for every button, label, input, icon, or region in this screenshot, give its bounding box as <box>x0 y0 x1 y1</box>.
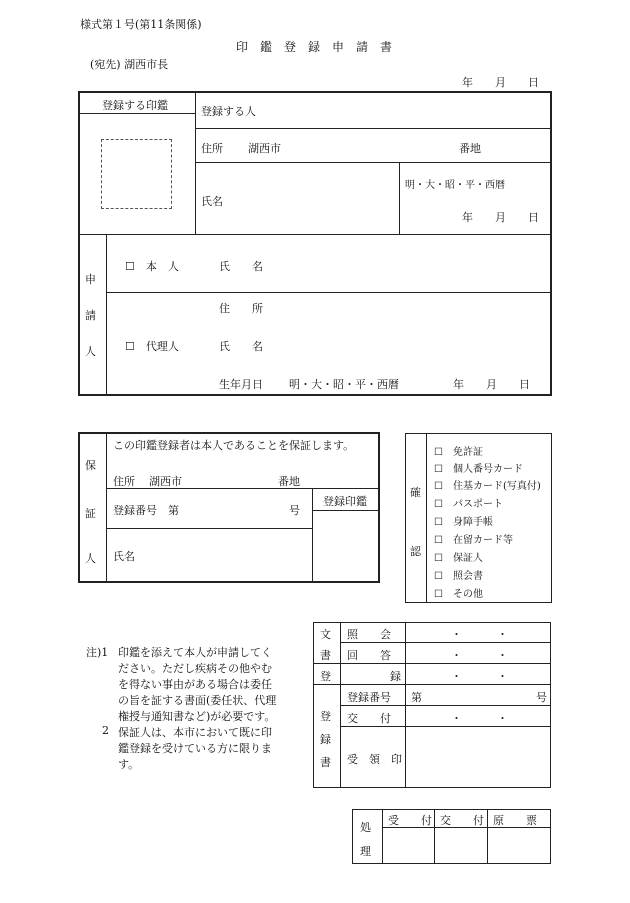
seal-placeholder[interactable] <box>101 139 172 209</box>
confirmation-label-2: 認 <box>410 545 421 558</box>
date-dot: ・ <box>497 649 508 662</box>
confirm-item-passport[interactable]: ☐ パスポート <box>434 499 503 510</box>
note-1-line-3: を得ない事由がある場合は委任 <box>118 678 272 691</box>
guarantor-reg-no-label: 登録番号 第 <box>113 504 179 517</box>
shokai-label: 照 会 <box>347 628 391 641</box>
processing-col-kofu: 交 付 <box>440 814 484 827</box>
confirmation-label-1: 確 <box>410 486 421 499</box>
agent-option-checkbox[interactable]: ☐ 代理人 <box>125 340 179 353</box>
processing-label-2: 理 <box>360 845 371 858</box>
person-label: 登録する人 <box>201 105 256 118</box>
confirm-item-mynumber[interactable]: ☐ 個人番号カード <box>434 464 523 475</box>
addressee: (宛先) 湖西市長 <box>90 58 169 71</box>
office-reg-no-suffix: 号 <box>536 691 547 704</box>
application-date: 年 月 日 <box>462 76 539 89</box>
confirm-item-juki[interactable]: ☐ 住基カード(写真付) <box>434 481 541 492</box>
agent-birth-date: 年 月 日 <box>453 378 530 391</box>
confirm-item-inquiry[interactable]: ☐ 照会書 <box>434 571 483 582</box>
processing-col-genpyo: 原 票 <box>493 814 537 827</box>
note-2-line-2: 鑑登録を受けている方に限りま <box>118 742 272 755</box>
note-1-label: 注)1 <box>86 646 109 659</box>
birth-date: 年 月 日 <box>462 211 539 224</box>
guarantor-name-label: 氏名 <box>113 550 135 563</box>
bunsho-label-1: 文 <box>320 628 331 641</box>
date-dot: ・ <box>451 670 462 683</box>
guarantor-label-2: 証 <box>85 507 96 520</box>
note-2-line-3: す。 <box>118 758 140 771</box>
reg-book-label-1: 登 <box>320 710 331 723</box>
date-dot: ・ <box>451 712 462 725</box>
agent-birth-eras: 明・大・昭・平・西暦 <box>289 378 399 391</box>
juryo-label: 受 領 印 <box>347 753 402 766</box>
note-2-label: 2 <box>102 724 109 737</box>
confirm-item-disability[interactable]: ☐ 身障手帳 <box>434 517 493 528</box>
office-reg-no-label: 登録番号 <box>347 691 391 704</box>
address-suffix: 番地 <box>459 142 481 155</box>
date-dot: ・ <box>497 628 508 641</box>
guarantor-statement: この印鑑登録者は本人であることを保証します。 <box>113 439 355 452</box>
agent-birth-label: 生年月日 <box>219 378 263 391</box>
guarantor-label-1: 保 <box>85 459 96 472</box>
note-1-line-1: 印鑑を添えて本人が申請してく <box>118 646 272 659</box>
confirm-item-guarantor[interactable]: ☐ 保証人 <box>434 553 483 564</box>
applicant-label-1: 申 <box>85 273 96 286</box>
agent-address-label: 住 所 <box>219 302 263 315</box>
office-reg-no-prefix: 第 <box>411 691 422 704</box>
note-1-line-5: 権授与通知書など)が必要です。 <box>118 710 276 723</box>
agent-name-label: 氏 名 <box>219 340 263 353</box>
roku-label: 録 <box>390 670 401 683</box>
applicant-label-3: 人 <box>85 345 96 358</box>
note-1-line-4: の旨を証する書面(委任状、代理 <box>118 694 277 707</box>
birth-eras: 明・大・昭・平・西暦 <box>405 180 505 191</box>
guarantor-address-city: 湖西市 <box>149 475 182 488</box>
kofu-label: 交 付 <box>347 712 391 725</box>
date-dot: ・ <box>497 670 508 683</box>
guarantor-label-3: 人 <box>85 552 96 565</box>
note-2-line-1: 保証人は、本市において既に印 <box>118 726 272 739</box>
applicant-label-2: 請 <box>85 309 96 322</box>
reg-book-label-2: 録 <box>320 733 331 746</box>
date-dot: ・ <box>451 649 462 662</box>
seal-label: 登録する印鑑 <box>102 99 168 112</box>
self-name-label: 氏 名 <box>219 260 263 273</box>
form-number: 様式第１号(第11条関係) <box>80 18 202 31</box>
guarantor-seal-label: 登録印鑑 <box>323 495 367 508</box>
page-title: 印 鑑 登 録 申 請 書 <box>236 40 393 54</box>
kaito-label: 回 答 <box>347 649 391 662</box>
reg-book-label-3: 書 <box>320 756 331 769</box>
name-label: 氏名 <box>201 195 223 208</box>
confirm-item-license[interactable]: ☐ 免許証 <box>434 447 483 458</box>
guarantor-reg-no-suffix: 号 <box>289 504 300 517</box>
guarantor-address-label: 住所 <box>113 475 135 488</box>
address-label: 住所 <box>201 142 223 155</box>
toroku-label: 登 <box>320 670 331 683</box>
note-1-line-2: ださい。ただし疾病その他やむ <box>118 662 272 675</box>
processing-label-1: 処 <box>360 821 371 834</box>
date-dot: ・ <box>497 712 508 725</box>
guarantor-address-suffix: 番地 <box>278 475 300 488</box>
confirm-item-other[interactable]: ☐ その他 <box>434 589 483 600</box>
date-dot: ・ <box>451 628 462 641</box>
processing-col-uketsuke: 受 付 <box>388 814 432 827</box>
bunsho-label-2: 書 <box>320 649 331 662</box>
address-city: 湖西市 <box>248 142 281 155</box>
confirm-item-residence[interactable]: ☐ 在留カード等 <box>434 535 513 546</box>
self-option-checkbox[interactable]: ☐ 本 人 <box>125 260 179 273</box>
